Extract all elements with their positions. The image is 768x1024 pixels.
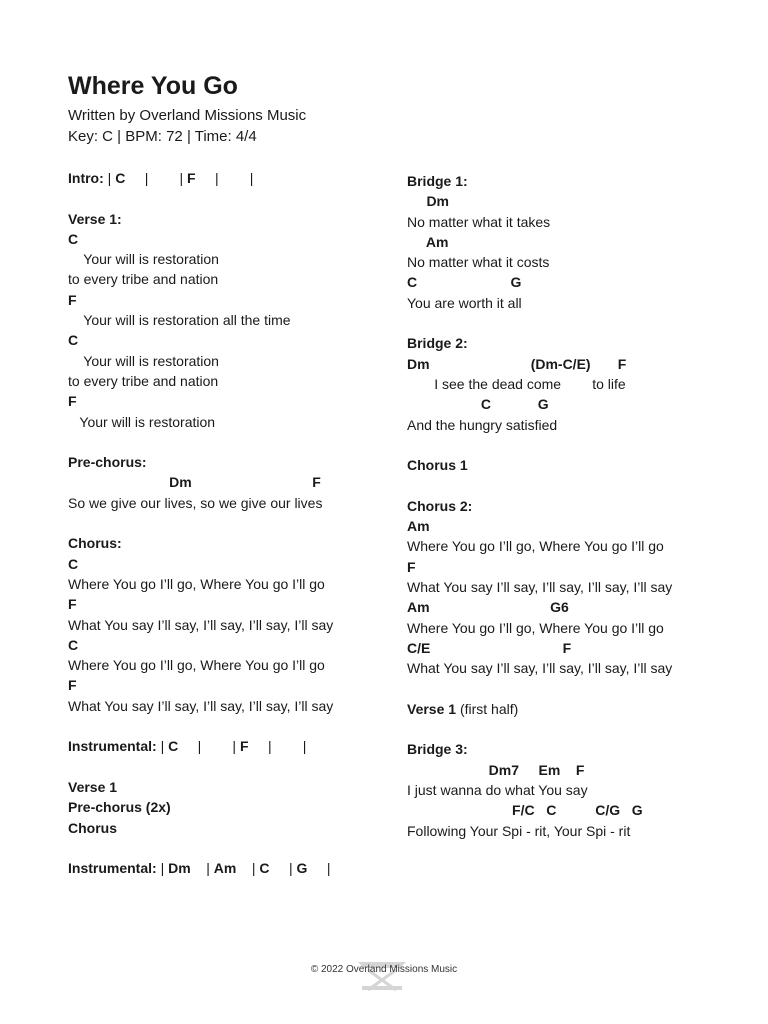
- chord-bar-line: [68, 736, 398, 756]
- chord: F: [187, 170, 196, 186]
- lyric-line: And the hungry satisfied: [407, 416, 558, 433]
- chord: F: [239, 738, 249, 755]
- chord-line: F/C C C/G G: [407, 802, 643, 819]
- lyric-line: Your will is restoration: [68, 352, 219, 369]
- lyric-line: What You say I’ll say, I’ll say, I’ll say, I’ll say: [68, 697, 334, 714]
- chord-line: C G: [407, 274, 522, 291]
- blank-line: [68, 432, 398, 452]
- copyright-footer: © 2022 Overland Missions Music: [310, 964, 458, 975]
- chord-bar-line: [68, 168, 398, 188]
- section-label: Bridge 2:: [407, 335, 468, 352]
- chord-line: Dm F: [68, 474, 321, 491]
- lyric-line: I just wanna do what You say: [407, 781, 588, 798]
- section-note: (first half): [456, 700, 519, 717]
- lyric-line: Where You go I’ll go, Where You go I’ll go: [407, 538, 664, 555]
- lyric-line: to every tribe and nation: [68, 372, 219, 389]
- chord-bar-line: [68, 858, 398, 878]
- lyric-line: What You say I’ll say, I’ll say, I’ll say, I’ll say: [407, 660, 673, 677]
- chord-line: F: [68, 393, 77, 410]
- section-label: Verse 1: [68, 778, 118, 795]
- chord-bars: | C | | F | |: [156, 738, 307, 755]
- lyric-line: What You say I’ll say, I’ll say, I’ll say, I’ll say: [68, 616, 334, 633]
- section-label: Chorus: [68, 819, 117, 836]
- lyric-line: Your will is restoration: [68, 251, 219, 268]
- chord: C: [168, 738, 179, 755]
- blank-line: [68, 757, 398, 777]
- section-label: Instrumental:: [68, 738, 157, 755]
- section-label-text: Verse 1: [407, 700, 457, 717]
- chord-line: F: [407, 558, 416, 575]
- section-label: Chorus 1: [407, 457, 468, 474]
- chord-line: Dm: [407, 193, 450, 210]
- chord-line: Am G6: [407, 599, 569, 616]
- section-label: Bridge 3:: [407, 741, 468, 758]
- chord-line: C: [68, 332, 79, 349]
- lyric-line: So we give our lives, so we give our lives: [68, 494, 323, 511]
- lyric-line: What You say I’ll say, I’ll say, I’ll say, I’ll say: [407, 578, 673, 595]
- lyric-line: Where You go I’ll go, Where You go I’ll go: [68, 657, 325, 674]
- chord-line: C/E F: [407, 639, 572, 656]
- blank-line: [407, 435, 737, 455]
- section-label: Pre-chorus:: [68, 454, 147, 471]
- song-info: Key: C | BPM: 72 | Time: 4/4: [68, 128, 257, 145]
- blank-line: [407, 313, 737, 333]
- chord-line: C G: [407, 396, 549, 413]
- blank-line: [68, 513, 398, 533]
- chord: Am: [213, 860, 237, 877]
- lyric-line: Where You go I’ll go, Where You go I’ll go: [68, 575, 325, 592]
- blank-line: [407, 719, 737, 739]
- chord-line: C: [68, 555, 79, 572]
- lyric-line: Your will is restoration all the time: [68, 312, 291, 329]
- lyric-line: No matter what it costs: [407, 254, 550, 271]
- section-label: Bridge 1:: [407, 173, 468, 189]
- chord-line: F: [68, 291, 77, 308]
- chord: Dm: [168, 860, 191, 877]
- chord-line: C: [68, 636, 79, 653]
- right-column: [407, 171, 737, 841]
- blank-line: [68, 838, 398, 858]
- chord-bars: | Dm | Am | C | G |: [156, 860, 331, 877]
- song-title: Where You Go: [68, 72, 238, 100]
- left-column: [68, 168, 398, 878]
- section-label: Chorus 2:: [407, 497, 473, 514]
- section-label: [407, 699, 737, 719]
- chord-line: F: [68, 596, 77, 613]
- lyric-line: to every tribe and nation: [68, 271, 219, 288]
- lyric-line: Your will is restoration: [68, 413, 216, 430]
- chord-bars: | C | | F | |: [103, 170, 254, 186]
- blank-line: [407, 475, 737, 495]
- section-label: Verse 1:: [68, 210, 122, 227]
- blank-line: [68, 716, 398, 736]
- chord: C: [115, 170, 126, 186]
- chord-line: Dm7 Em F: [407, 761, 585, 778]
- lyric-line: You are worth it all: [407, 294, 522, 311]
- section-label: Instrumental:: [68, 860, 157, 877]
- chord-line: C: [68, 230, 79, 247]
- chord: G: [296, 860, 308, 877]
- lyric-line: Where You go I’ll go, Where You go I’ll go: [407, 619, 664, 636]
- section-label: Pre-chorus (2x): [68, 799, 171, 816]
- chord-line: Am: [407, 233, 449, 250]
- chord: C: [259, 860, 270, 877]
- section-label: Intro:: [68, 170, 104, 186]
- chord-line: Dm (Dm-C/E) F: [407, 355, 627, 372]
- song-credit: Written by Overland Missions Music: [68, 107, 307, 124]
- chord-line: F: [68, 677, 77, 694]
- blank-line: [68, 188, 398, 208]
- blank-line: [407, 678, 737, 698]
- chord-line: Am: [407, 518, 430, 535]
- lyric-line: No matter what it takes: [407, 213, 551, 230]
- lyric-line: I see the dead come to life: [407, 375, 626, 392]
- section-label: Chorus:: [68, 535, 122, 552]
- lyric-line: Following Your Spi - rit, Your Spi - rit: [407, 822, 631, 839]
